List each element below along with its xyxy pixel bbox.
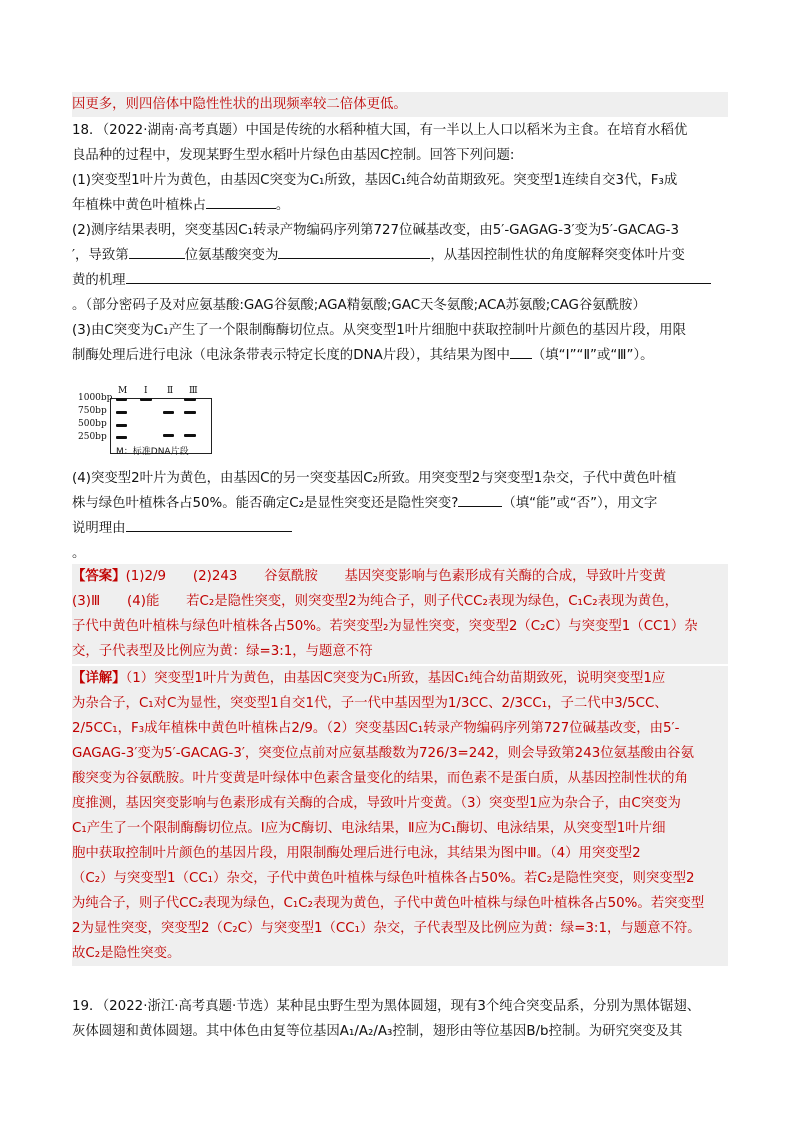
gel-electrophoresis-figure xyxy=(78,386,210,458)
text-line: 为纯合子，则子代CC₂表现为绿色，C₁C₂表现为黄色，子代中黄色叶植株与绿色叶植株各占50%。若突变型 xyxy=(72,896,705,911)
text-span: ′，导致第 xyxy=(72,248,129,263)
marker-label: 500bp xyxy=(78,419,107,429)
text-line: 酸突变为谷氨酰胺。叶片变黄是叶绿体中色素含量变化的结果，而色素不是蛋白质，从基因控制性状的角 xyxy=(72,771,688,786)
text-line xyxy=(72,666,728,691)
text-line: 因更多，则四倍体中隐性性状的出现频率较二倍体更低。 xyxy=(72,97,407,112)
lane-label: Ⅱ xyxy=(167,386,174,396)
previous-answer-tail xyxy=(72,92,728,117)
answer-label: 【答案】 xyxy=(72,569,126,584)
text-span: 制酶处理后进行电泳（电泳条带表示特定长度的DNA片段），其结果为图中 xyxy=(72,348,510,363)
gel-band xyxy=(184,434,196,437)
q18-part-2: (2)测序结果表明，突变基因C₁转录产物编码序列第727位碱基改变，由5′-GAGAG-3′变为5′-GACAG-3 xyxy=(72,223,680,238)
text-line: 良品种的过程中，发现某野生型水稻叶片绿色由基因C控制。回答下列问题: xyxy=(72,148,515,163)
question-18 xyxy=(72,118,728,368)
text-span: （填“能”或“否”），用文字 xyxy=(502,496,658,511)
answer-blank xyxy=(129,244,185,259)
marker-label: 750bp xyxy=(78,406,107,416)
gel-band xyxy=(163,434,174,437)
figure-caption: M：标准DNA片段 xyxy=(116,447,189,457)
text-line: （C₂）与突变型1（CC₁）杂交，子代中黄色叶植株与绿色叶植株各占50%。若C₂是隐性突变，则突变型2 xyxy=(72,871,695,886)
text-line: (4)突变型2叶片为黄色，由基因C的另一突变基因C₂所致。用突变型2与突变型1杂交，子代中黄色叶植 xyxy=(72,471,677,486)
text-line: C₁产生了一个限制酶酶切位点。Ⅰ应为C酶切、电泳结果，Ⅱ应为C₁酶切、电泳结果，从突变型1叶片细 xyxy=(72,821,666,836)
text-line: 度推测，基因突变影响与色素形成有关酶的合成，导致叶片变黄。（3）突变型1应为杂合子，由C突变为 xyxy=(72,796,681,811)
answer-block xyxy=(72,564,728,664)
answer-blank xyxy=(126,517,292,532)
text-line xyxy=(72,564,728,589)
text-line: 年植株中黄色叶植株占 。 xyxy=(72,193,728,218)
q18-part-4 xyxy=(72,466,728,566)
text-span: 株与绿色叶植株各占50%。能否确定C₂是显性突变还是隐性突变? xyxy=(72,496,459,511)
gel-band xyxy=(184,411,196,414)
text-span: （1）突变型1叶片为黄色，由基因C突变为C₁所致，基因C₁纯合幼苗期致死，说明突变型1应 xyxy=(125,671,666,686)
text-span: 黄的机理 xyxy=(72,273,126,288)
text-line xyxy=(72,491,728,516)
text-line: 胞中获取控制叶片颜色的基因片段，用限制酶处理后进行电泳，其结果为图中Ⅲ。（4）用突变型2 xyxy=(72,846,641,861)
answer-blank xyxy=(126,269,711,284)
text-line: GAGAG-3′变为5′-GACAG-3′，突变位点前对应氨基酸数为726/3=242，则会导致第243位氨基酸由谷氨 xyxy=(72,746,694,761)
answer-blank xyxy=(458,492,502,507)
detail-block xyxy=(72,666,728,966)
text-line: 。 xyxy=(72,546,86,561)
text-line: 为杂合子，C₁对C为显性，突变型1自交1代，子一代中基因型为1/3CC、2/3CC₁，子二代中3/5CC、 xyxy=(72,696,668,711)
marker-label: 1000bp xyxy=(78,393,113,403)
text-line: 灰体圆翅和黄体圆翅。其中体色由复等位基因A₁/A₂/A₃控制，翅形由等位基因B/b控制。为研究突变及其 xyxy=(72,1024,683,1039)
marker-label: 250bp xyxy=(78,432,107,442)
answer-blank xyxy=(206,194,276,209)
lane-label: Ⅲ xyxy=(189,386,198,396)
text-line: 子代中黄色叶植株与绿色叶植株各占50%。若突变型₂为显性突变，突变型2（C₂C）与突变型1（CC1）杂 xyxy=(72,619,698,634)
text-line: 。（部分密码子及对应氨基酸:GAG谷氨酸;AGA精氨酸;GAC天冬氨酸;ACA苏氨酸;CAG谷氨酰胺） xyxy=(72,298,646,313)
gel-band xyxy=(116,411,127,414)
gel-band xyxy=(116,398,127,401)
q18-heading: 18．（2022·湖南·高考真题）中国是传统的水稻种植大国，有一半以上人口以稻米为主食。在培育水稻优 xyxy=(72,123,688,138)
text-span: 说明理由 xyxy=(72,521,126,536)
text-span: 位氨基酸突变为 xyxy=(184,248,279,263)
lane-label: M xyxy=(118,386,128,396)
text-line: 交，子代表型及比例应为黄：绿=3:1，与题意不符 xyxy=(72,644,373,659)
gel-band xyxy=(140,398,152,401)
gel-band xyxy=(184,398,196,401)
lane-label: I xyxy=(144,386,148,396)
gel-band xyxy=(116,436,127,439)
answer-blank xyxy=(510,344,532,359)
text-line: 2为显性突变，突变型2（C₂C）与突变型1（CC₁）杂交，子代表型及比例应为黄：绿=3:1，与题意不符。 xyxy=(72,921,701,936)
text-span: （填“I”“Ⅱ”或“Ⅲ”）。 xyxy=(531,348,654,363)
text-line: 2/5CC₁，F₃成年植株中黄色叶植株占2/9。（2）突变基因C₁转录产物编码序列第727位碱基改变，由5′- xyxy=(72,721,680,736)
text-line: (3)Ⅲ (4)能 若C₂是隐性突变，则突变型2为纯合子，则子代CC₂表现为绿色，C₁C₂表现为黄色， xyxy=(72,594,678,609)
text-line xyxy=(72,343,728,368)
gel-band xyxy=(116,424,127,427)
question-19 xyxy=(72,994,728,1044)
q18-part-3: (3)由C突变为C₁产生了一个限制酶酶切位点。从突变型1叶片细胞中获取控制叶片颜色的基因片段，用限 xyxy=(72,323,686,338)
text-span: (1)2/9 (2)243 谷氨酰胺 基因突变影响与色素形成有关酶的合成，导致叶片变黄 xyxy=(125,569,666,584)
text-span: ，从基因控制性状的角度解释突变体叶片变 xyxy=(430,248,685,263)
text-line: 故C₂是隐性突变。 xyxy=(72,946,181,961)
gel-band xyxy=(163,411,174,414)
detail-label: 【详解】 xyxy=(72,671,126,686)
answer-blank xyxy=(278,244,430,259)
text-line xyxy=(72,268,728,293)
q19-heading: 19．（2022·浙江·高考真题·节选）某种昆虫野生型为黑体圆翅，现有3个纯合突变品系，分别为黑体锯翅、 xyxy=(72,999,701,1014)
q18-part-1: (1)突变型1叶片为黄色，由基因C突变为C₁所致，基因C₁纯合幼苗期致死。突变型1连续自交3代，F₃成 xyxy=(72,173,678,188)
text-span: 年植株中黄色叶植株占 xyxy=(72,198,206,213)
text-line xyxy=(72,243,728,268)
text-line xyxy=(72,516,728,541)
